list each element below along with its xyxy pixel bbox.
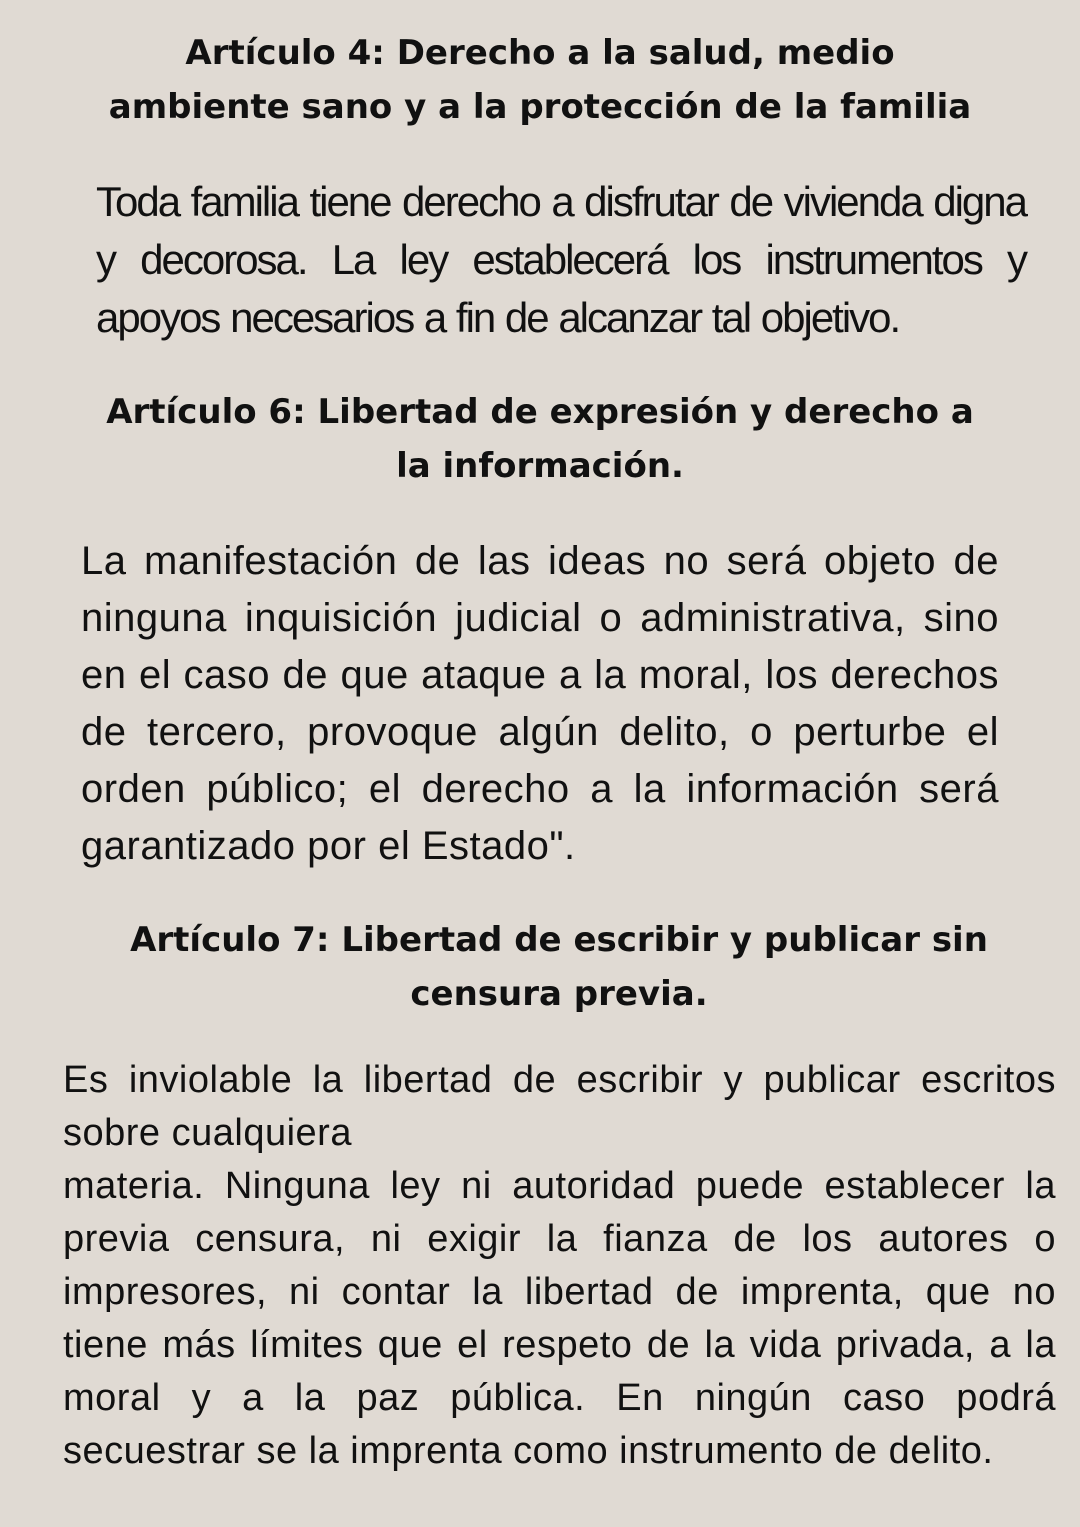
article-7-text [63, 1054, 1056, 1478]
article-4-text: Toda familia tiene derecho a disfrutar de vivienda digna y decorosa. La ley establecerá los instrumentos y apoyos necesarios a fin de alcanzar tal objetivo. [96, 178, 1026, 341]
article-6-text: La manifestación de las ideas no será objeto de ninguna inquisición judicial o administrativa, sino en el caso de que ataque a la moral, los derechos de tercero, provoque algún delito, o perturbe el orden público; el derecho a la información será garantizado por el Estado". [81, 539, 999, 868]
article-7-text-second-part: materia. Ninguna ley ni autoridad puede establecer la previa censura, ni exigir la fianza de los autores o impresores, ni contar la libertad de imprenta, que no tiene más límites que el respeto de la vida privada, a la moral y a la paz pública. En ningún caso podrá secuestrar se la imprenta como instrumento de delito. [63, 1165, 1056, 1472]
article-7-heading: Artículo 7: Libertad de escribir y publicar sin censura previa. [130, 920, 988, 1014]
article-7-text-first-part: Es inviolable la libertad de escribir y publicar escritos sobre cualquiera [63, 1059, 1056, 1154]
article-4-heading: Artículo 4: Derecho a la salud, medio ambiente sano y a la protección de la familia [108, 33, 972, 127]
article-6-heading: Artículo 6: Libertad de expresión y derecho a la información. [106, 392, 974, 486]
